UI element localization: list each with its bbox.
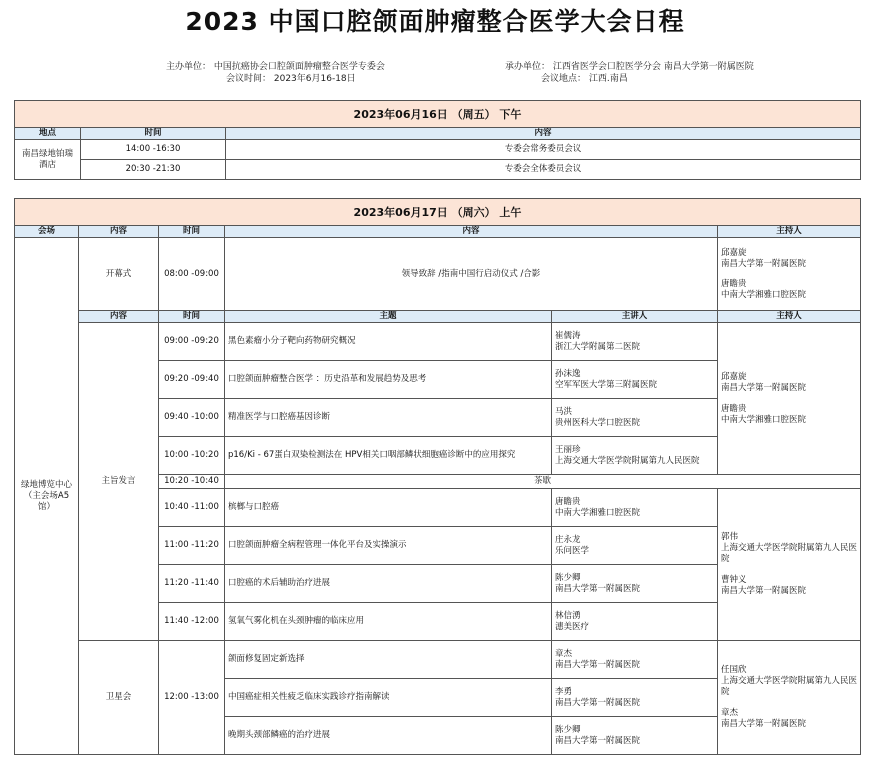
speaker-org: 潓美医疗 [555,621,590,632]
speaker-cell [552,603,718,641]
speaker-org: 空军军医大学第三附属医院 [555,379,658,390]
host-name: 章杰 [721,708,739,718]
time-cell: 14:00 -16:30 [81,140,226,160]
time-cell: 08:00 -09:00 [159,238,225,311]
column-header: 主持人 [718,226,861,238]
day2-date-band: 2023年06月17日 （周六） 上午 [15,199,861,226]
day2-schedule-table [14,198,861,755]
time-cell: 09:20 -09:40 [159,361,225,399]
column-header: 时间 [81,128,226,140]
speaker-name: 庄永龙 [555,534,581,545]
opening-row [15,238,861,311]
topic-cell: 颌面修复固定新选择 [225,641,552,679]
speaker-cell [552,679,718,717]
speaker-name: 王丽珍 [555,444,581,455]
day1-date-band: 2023年06月16日 （周五） 下午 [15,101,861,128]
speaker-name: 陈少卿 [555,572,581,583]
page-title: 2023 中国口腔颌面肿瘤整合医学大会日程 [185,7,685,36]
host-org: 南昌大学第一附属医院 [721,258,807,269]
speaker-name: 林信湧 [555,610,581,621]
organizer: 主办单位： 中国抗癌协会口腔颌面肿瘤整合医学专委会 [166,62,385,72]
content-cell: 专委会全体委员会议 [226,160,861,180]
content-cell: 专委会常务委员会议 [226,140,861,160]
topic-cell: 槟榔与口腔癌 [225,489,552,527]
venue-cell: 绿地博览中心（主会场A5馆） [15,238,79,755]
speaker-org: 南昌大学第一附属医院 [555,659,641,670]
host-org: 上海交通大学医学院附属第九人民医院 [721,676,858,697]
speaker-org: 乐问医学 [555,545,590,556]
column-header: 地点 [15,128,81,140]
topic-cell: 口腔颌面肿瘤整合医学 ：历史沿革和发展趋势及思考 [225,361,552,399]
time-cell: 09:40 -10:00 [159,399,225,437]
speaker-name: 唐瞻贵 [555,496,581,507]
host-name: 曹钟义 [721,575,747,585]
column-header: 时间 [159,226,225,238]
host-name: 唐瞻贵 [721,403,747,414]
speaker-org: 南昌大学第一附属医院 [555,735,641,746]
speaker-org: 中南大学湘雅口腔医院 [555,507,641,518]
host-org: 南昌大学第一附属医院 [721,382,807,393]
speaker-cell [552,527,718,565]
column-header: 会场 [15,226,79,238]
host-info [505,61,754,85]
speaker-name: 崔儒涛 [555,330,581,341]
host-name: 郭伟 [721,532,739,542]
host-name: 唐瞻贵 [721,278,747,289]
topic-cell: 氢氧气雾化机在头颈肿瘤的临床应用 [225,603,552,641]
day1-schedule-table [14,100,861,180]
meeting-date: 会议时间： 2023年6月16-18日 [226,74,356,84]
speaker-cell [552,437,718,475]
host-cell [718,323,861,475]
speaker-cell [552,641,718,679]
speaker-cell [552,717,718,755]
speaker-cell [552,489,718,527]
time-cell: 11:40 -12:00 [159,603,225,641]
host-org: 上海交通大学医学院附属第九人民医院 [721,543,858,564]
host-cell [718,238,861,311]
column-header: 主持人 [718,311,861,323]
time-cell: 10:00 -10:20 [159,437,225,475]
host-name: 邱嘉旋 [721,371,747,382]
time-cell: 12:00 -13:00 [159,641,225,755]
speaker-cell [552,361,718,399]
table-row [15,641,861,679]
time-cell: 11:00 -11:20 [159,527,225,565]
host-cell [718,489,861,641]
column-header: 内容 [79,226,159,238]
topic-cell: 口腔癌的术后辅助治疗进展 [225,565,552,603]
venue-cell: 南昌绿地铂瑞酒店 [15,140,81,180]
host-name: 邱嘉旋 [721,247,747,258]
speaker-org: 上海交通大学医学院附属第九人民医院 [555,455,700,466]
section-cell: 卫星会 [79,641,159,755]
topic-cell: 黑色素瘤小分子靶向药物研究概况 [225,323,552,361]
speaker-org: 南昌大学第一附属医院 [555,583,641,594]
speaker-cell [552,399,718,437]
column-header: 主题 [225,311,552,323]
speaker-cell [552,565,718,603]
topic-cell: 中国癌症相关性疲乏临床实践诊疗指南解读 [225,679,552,717]
host-cell [718,641,861,755]
speaker-org: 贵州医科大学口腔医院 [555,417,641,428]
speaker-org: 南昌大学第一附属医院 [555,697,641,708]
tea-break-cell: 茶歇 [225,475,861,489]
host-org: 南昌大学第一附属医院 [721,586,807,596]
speaker-name: 李勇 [555,686,573,697]
host-org: 南昌大学第一附属医院 [721,719,807,729]
topic-cell: 晚期头颈部鳞癌的治疗进展 [225,717,552,755]
column-header: 内容 [225,226,718,238]
host-unit: 承办单位： 江西省医学会口腔医学分会 南昌大学第一附属医院 [505,62,754,72]
speaker-name: 孙沫逸 [555,368,581,379]
time-cell: 11:20 -11:40 [159,565,225,603]
table-row [15,323,861,361]
time-cell: 10:20 -10:40 [159,475,225,489]
section-cell: 主旨发言 [79,323,159,641]
topic-cell: p16/Ki - 67蛋白双染检测法在 HPV相关口咽部鳞状细胞癌诊断中的应用探究 [225,437,552,475]
time-cell: 10:40 -11:00 [159,489,225,527]
column-header: 内容 [79,311,159,323]
table-row [15,160,861,180]
time-cell: 20:30 -21:30 [81,160,226,180]
column-header: 主讲人 [552,311,718,323]
speaker-org: 浙江大学附属第二医院 [555,341,641,352]
topic-cell: 口腔颌面肿瘤全病程管理一体化平台及实操演示 [225,527,552,565]
speaker-name: 马洪 [555,406,573,417]
speaker-name: 陈少卿 [555,724,581,735]
speaker-name: 章杰 [555,648,573,659]
speaker-cell [552,323,718,361]
section-cell: 开幕式 [79,238,159,311]
time-cell: 09:00 -09:20 [159,323,225,361]
column-header: 时间 [159,311,225,323]
column-header: 内容 [226,128,861,140]
host-org: 中南大学湘雅口腔医院 [721,289,807,300]
topic-cell: 精准医学与口腔癌基因诊断 [225,399,552,437]
content-cell: 领导致辞 /指南中国行启动仪式 /合影 [225,238,718,311]
meeting-place: 会议地点： 江西.南昌 [541,74,628,84]
host-name: 任国欣 [721,665,747,675]
host-org: 中南大学湘雅口腔医院 [721,414,807,425]
organizer-info [166,61,385,85]
table-row [15,140,861,160]
